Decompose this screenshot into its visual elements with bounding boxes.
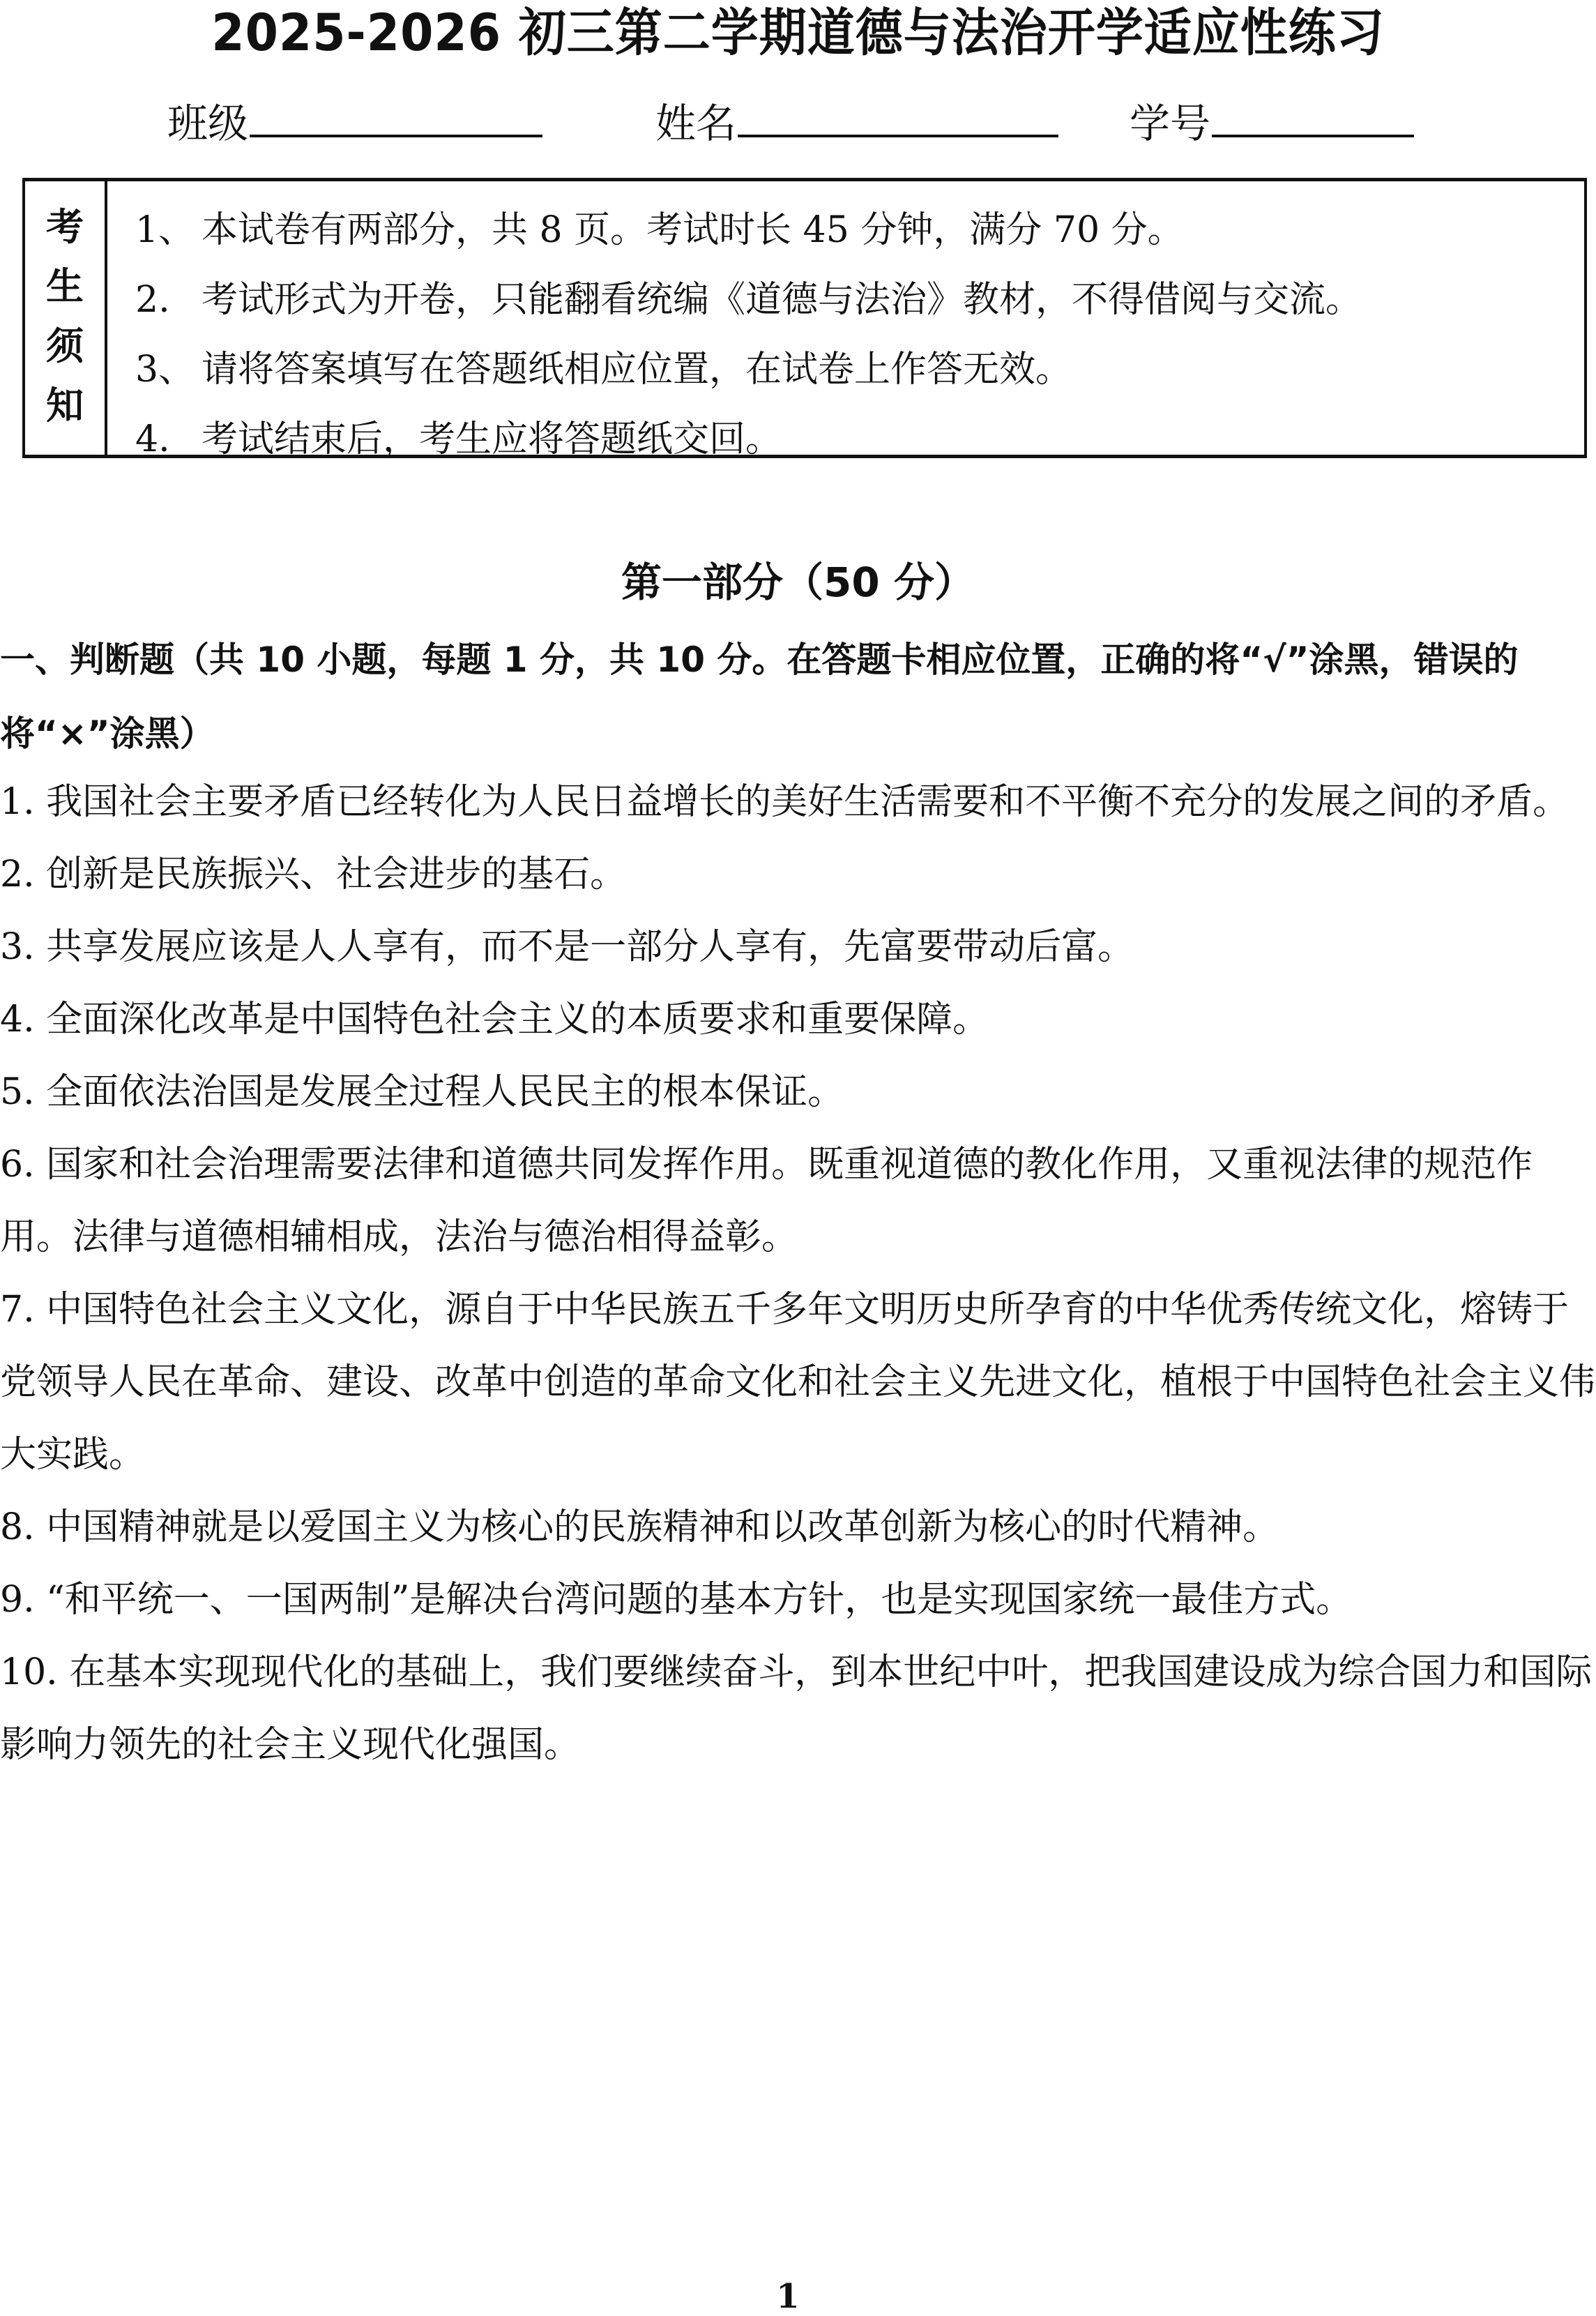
notice-item-number: 3、 xyxy=(135,349,195,391)
notice-item xyxy=(135,335,1584,404)
notice-label-char: 知 xyxy=(46,383,84,428)
notice-item xyxy=(135,265,1584,335)
question-8: 8. 中国精神就是以爱国主义为核心的民族精神和以改革创新为核心的时代精神。 xyxy=(0,1506,1279,1548)
part-one-title: 第一部分（50 分） xyxy=(621,559,975,606)
question-7: 7. 中国特色社会主义文化，源自于中华民族五千多年文明历史所孕育的中华优秀传统文化，熔铸于党领导人民在革命、建设、改革中创造的革命文化和社会主义先进文化，植根于中国特色社会主义伟大实践。 xyxy=(0,1289,1596,1476)
exam-notice-box xyxy=(22,178,1587,458)
question-4: 4. 全面深化改革是中国特色社会主义的本质要求和重要保障。 xyxy=(0,999,989,1040)
notice-item-text: 考试结束后，考生应将答题纸交回。 xyxy=(202,418,782,460)
student-id-field[interactable] xyxy=(1130,94,1414,151)
notice-item-text: 请将答案填写在答题纸相应位置，在试卷上作答无效。 xyxy=(202,349,1072,391)
student-info-row xyxy=(167,94,1492,150)
notice-item-text: 考试形式为开卷，只能翻看统编《道德与法治》教材，不得借阅与交流。 xyxy=(202,279,1362,321)
name-label: 姓名 xyxy=(655,100,737,147)
notice-items xyxy=(107,181,1584,460)
true-false-questions xyxy=(0,766,1596,1781)
notice-label-char: 须 xyxy=(46,323,84,368)
question-2: 2. 创新是民族振兴、社会进步的基石。 xyxy=(0,854,627,895)
class-blank[interactable] xyxy=(250,94,542,137)
true-false-section-heading: 一、判断题（共 10 小题，每题 1 分，共 10 分。在答题卡相应位置，正确的将“√”涂黑，错误的将“×”涂黑） xyxy=(0,639,1519,754)
notice-item xyxy=(135,195,1584,265)
notice-label-char: 生 xyxy=(46,264,84,309)
notice-item-text: 本试卷有两部分，共 8 页。考试时长 45 分钟，满分 70 分。 xyxy=(202,209,1184,251)
student-id-blank[interactable] xyxy=(1212,94,1414,137)
question-10: 10. 在基本实现现代化的基础上，我们要继续奋斗，到本世纪中叶，把我国建设成为综合国力和国际影响力领先的社会主义现代化强国。 xyxy=(0,1651,1593,1766)
notice-item-number: 1、 xyxy=(135,209,195,251)
notice-label xyxy=(25,181,107,455)
student-id-label: 学号 xyxy=(1130,100,1211,147)
question-1: 1. 我国社会主要矛盾已经转化为人民日益增长的美好生活需要和不平衡不充分的发展之间的矛盾。 xyxy=(0,781,1570,823)
notice-label-char: 考 xyxy=(46,204,84,249)
class-field[interactable] xyxy=(167,94,542,151)
question-3: 3. 共享发展应该是人人享有，而不是一部分人享有，先富要带动后富。 xyxy=(0,926,1134,968)
notice-item xyxy=(135,404,1584,474)
exam-title: 2025-2026 初三第二学期道德与法治开学适应性练习 xyxy=(211,3,1385,63)
class-label: 班级 xyxy=(167,100,249,147)
name-blank[interactable] xyxy=(738,94,1058,137)
notice-item-number: 4. xyxy=(135,418,170,460)
notice-item-number: 2. xyxy=(135,279,170,321)
name-field[interactable] xyxy=(655,94,1058,151)
question-6: 6. 国家和社会治理需要法律和道德共同发挥作用。既重视道德的教化作用，又重视法律的规范作用。法律与道德相辅相成，法治与德治相得益彰。 xyxy=(0,1144,1533,1258)
page-number: 1 xyxy=(776,2277,800,2316)
question-9: 9. “和平统一、一国两制”是解决台湾问题的基本方针，也是实现国家统一最佳方式。 xyxy=(0,1579,1353,1621)
question-5: 5. 全面依法治国是发展全过程人民民主的根本保证。 xyxy=(0,1071,844,1113)
